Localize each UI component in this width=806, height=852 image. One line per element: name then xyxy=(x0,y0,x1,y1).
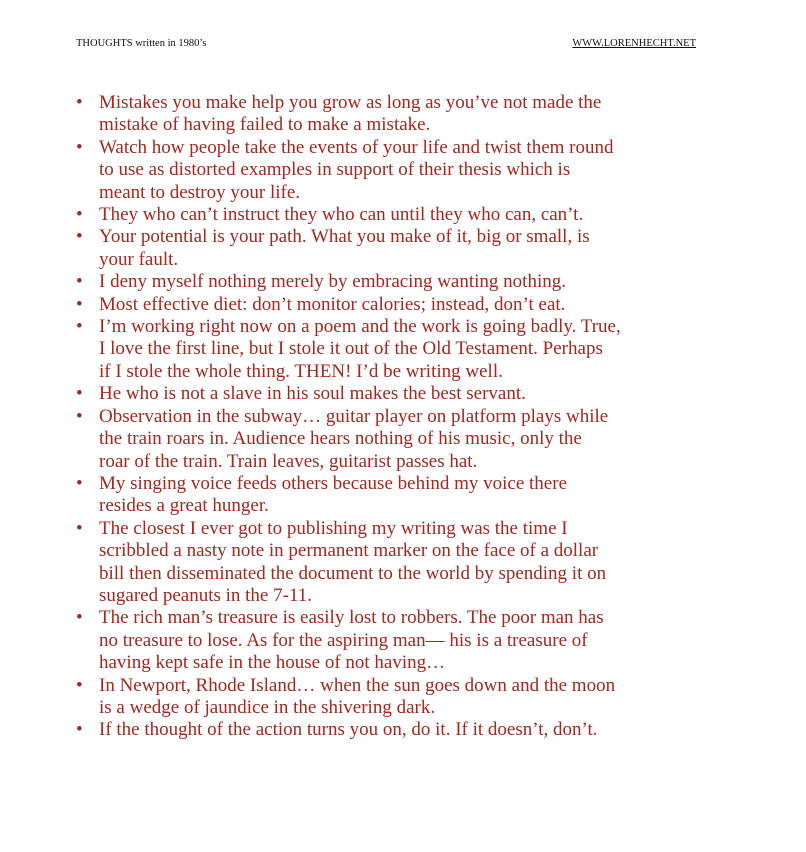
thought-line: scribbled a nasty note in permanent marker on the face of a dollar xyxy=(99,540,599,562)
bullet-icon: • xyxy=(76,472,83,494)
thought-line: If the thought of the action turns you on, do it. If it doesn’t, don’t. xyxy=(99,719,598,741)
bullet-icon: • xyxy=(76,204,83,226)
thought-line: roar of the train. Train leaves, guitarist passes hat. xyxy=(99,450,478,472)
thought-item xyxy=(76,406,706,473)
thought-item xyxy=(76,137,706,204)
bullet-icon: • xyxy=(76,271,83,293)
thought-item xyxy=(76,719,706,741)
thought-line: My singing voice feeds others because behind my voice there xyxy=(99,472,567,494)
bullet-icon: • xyxy=(76,92,83,113)
bullet-icon: • xyxy=(76,517,83,539)
thought-item xyxy=(76,271,706,293)
thought-line: Observation in the subway… guitar player on platform plays while xyxy=(99,405,609,427)
thought-line: He who is not a slave in his soul makes the best servant. xyxy=(99,383,526,405)
bullet-icon: • xyxy=(76,674,83,696)
thought-line: I’m working right now on a poem and the work is going badly. True, xyxy=(99,316,621,338)
bullet-icon: • xyxy=(76,136,83,158)
thought-line: mistake of having failed to make a mistake. xyxy=(99,114,431,136)
thought-line: In Newport, Rhode Island… when the sun goes down and the moon xyxy=(99,674,616,696)
thought-line: if I stole the whole thing. THEN! I’d be writing well. xyxy=(99,360,503,382)
thought-item xyxy=(76,675,706,720)
thought-line: I deny myself nothing merely by embracing wanting nothing. xyxy=(99,271,566,293)
thought-line: sugared peanuts in the 7-11. xyxy=(99,584,312,606)
thought-line: Watch how people take the events of your life and twist them round xyxy=(99,136,614,158)
thought-item xyxy=(76,607,706,674)
website-link[interactable]: WWW.LORENHECHT.NET xyxy=(572,38,696,49)
thought-item xyxy=(76,518,706,608)
thought-line: meant to destroy your life. xyxy=(99,181,301,203)
header-title: THOUGHTS written in 1980’s xyxy=(76,38,207,49)
bullet-icon: • xyxy=(76,293,83,315)
thought-line: The closest I ever got to publishing my writing was the time I xyxy=(99,517,568,539)
bullet-icon: • xyxy=(76,405,83,427)
bullet-icon: • xyxy=(76,719,83,741)
thought-line: no treasure to lose. As for the aspiring man— his is a treasure of xyxy=(99,629,588,651)
bullet-icon: • xyxy=(76,226,83,248)
thought-line: the train roars in. Audience hears nothing of his music, only the xyxy=(99,428,582,450)
thought-item xyxy=(76,383,706,405)
thought-line: is a wedge of jaundice in the shivering dark. xyxy=(99,696,436,718)
bullet-icon: • xyxy=(76,383,83,405)
thought-line: to use as distorted examples in support of their thesis which is xyxy=(99,159,571,181)
thought-item xyxy=(76,294,706,316)
thought-line: I love the first line, but I stole it out of the Old Testament. Perhaps xyxy=(99,338,603,360)
thought-item xyxy=(76,473,706,518)
thought-line: The rich man’s treasure is easily lost to robbers. The poor man has xyxy=(99,607,604,629)
thought-line: resides a great hunger. xyxy=(99,495,269,517)
thought-line: Most effective diet: don’t monitor calories; instead, don’t eat. xyxy=(99,293,566,315)
thought-item xyxy=(76,316,706,383)
thought-line: your fault. xyxy=(99,248,179,270)
thought-line: bill then disseminated the document to the world by spending it on xyxy=(99,562,607,584)
bullet-icon: • xyxy=(76,316,83,338)
thought-line: having kept safe in the house of not having… xyxy=(99,652,446,674)
bullet-icon: • xyxy=(76,607,83,629)
thought-line: Your potential is your path. What you make of it, big or small, is xyxy=(99,226,590,248)
thought-item xyxy=(76,92,706,137)
page-header xyxy=(76,38,696,52)
thought-item xyxy=(76,204,706,226)
thought-line: They who can’t instruct they who can until they who can, can’t. xyxy=(99,204,584,226)
thought-item xyxy=(76,226,706,271)
thought-line: Mistakes you make help you grow as long as you’ve not made the xyxy=(99,92,602,113)
thoughts-list xyxy=(76,92,706,742)
